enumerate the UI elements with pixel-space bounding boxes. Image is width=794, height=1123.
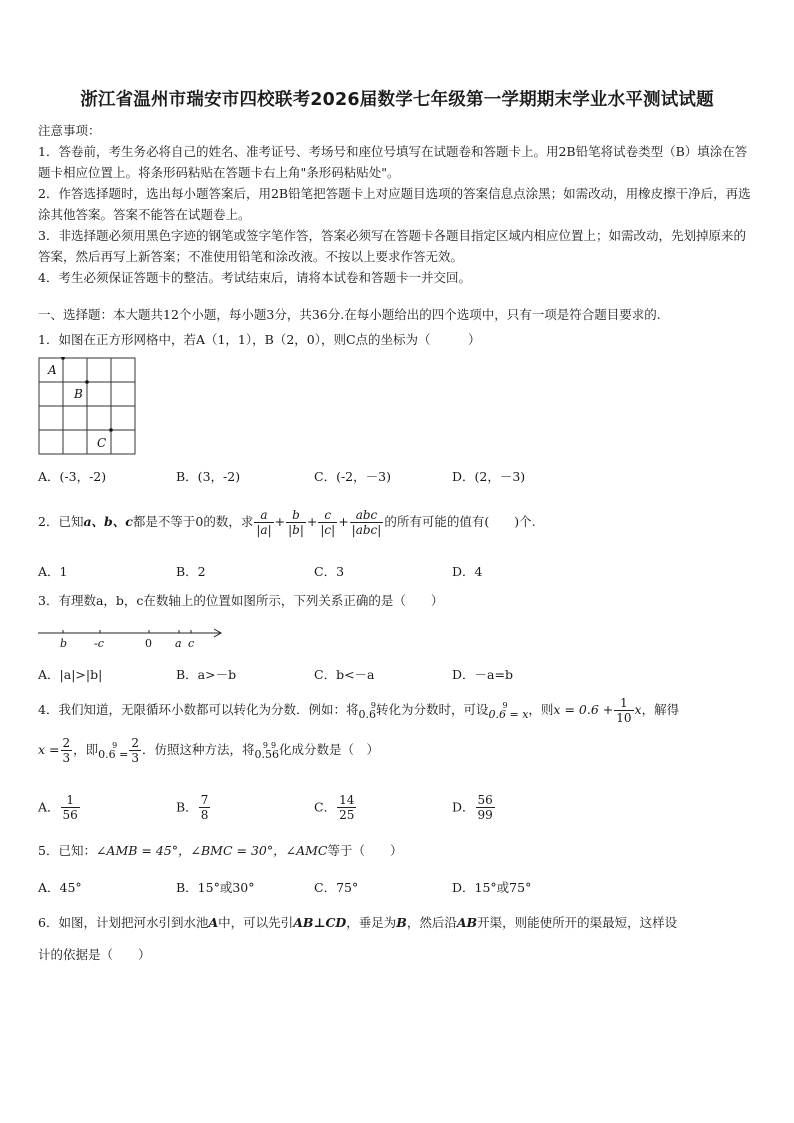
- note-item-1: 1．答卷前，考生务必将自己的姓名、准考证号、考场号和座位号填写在试题卷和答题卡上。用2B铅笔将试卷类型（B）填涂在答题卡相应位置上。将条形码粘贴在答题卡右上角"条形码粘贴处"。: [38, 144, 748, 180]
- q1-option-c: C．(-2，－3): [314, 469, 391, 484]
- point-a: [61, 357, 65, 360]
- label-b: B: [74, 387, 83, 401]
- q2-option-a: A．1: [38, 564, 68, 579]
- q4-frac-2-3-b: $\frac{2}{3}$: [131, 735, 140, 765]
- q4-equation-x: x = 0.6 +: [553, 702, 614, 717]
- q4-frac-1-10: $\frac{1}{10}$: [616, 695, 632, 725]
- q4-frac-2-3-a: $\frac{2}{3}$: [62, 735, 71, 765]
- q4-line-2: x = $\frac{2}{3}$ ，即 9 0.6 = $\frac{2}{3}$ ．仿照这种方法，将 99 0.56化成分数是（ ）: [38, 735, 380, 765]
- q3-option-a: A．|a|>|b|: [38, 667, 103, 682]
- note-item-4: 4．考生必须保证答题卡的整洁。考试结束后，请将本试卷和答题卡一并交回。: [38, 270, 471, 285]
- q1-option-d: D．(2，－3): [452, 469, 526, 484]
- axis-label-b: b: [60, 637, 68, 650]
- q4-equation-06-x: 9 0.6 = x: [488, 700, 529, 721]
- q2-frac-c: $\frac{c}{|c|}$: [320, 507, 336, 537]
- q2-option-d: D．4: [452, 564, 483, 579]
- notes-block: [38, 120, 758, 288]
- q3-option-b: B．a>－b: [176, 667, 237, 682]
- q1-grid-figure: [38, 357, 138, 457]
- q2-option-c: C．3: [314, 564, 345, 579]
- q1-option-a: A．(-3，-2): [38, 469, 107, 484]
- q2-stem: 2．已知a、b、c都是不等于0的数，求 $\frac{a}{|a|}$ + $\frac{b}{|b|}$ + $\frac{c}{|c|}$ + $\frac{\text{abc}}{\text{|abc|}}$ 的所有可能的值有( )个.: [38, 507, 536, 537]
- q4-options: [38, 786, 758, 822]
- note-item-2: 2．作答选择题时，选出每小题答案后，用2B铅笔把答题卡上对应题目选项的答案信息点涂黑；如需改动，用橡皮擦干净后，再选涂其他答案。答案不能答在试题卷上。: [38, 186, 751, 222]
- note-item-3: 3．非选择题必须用黑色字迹的钢笔或签字笔作答，答案必须写在答题卡各题目指定区域内相应位置上；如需改动，先划掉原来的答案，然后再写上新答案；不准使用铅笔和涂改液。不按以上要求作答无效。: [38, 228, 746, 264]
- q2-frac-abc: $\frac{\text{abc}}{\text{|abc|}}$: [351, 507, 382, 537]
- q5-option-c: C．75°: [314, 880, 359, 895]
- q1-options: [38, 467, 758, 489]
- q2-frac-b: $\frac{b}{|b|}$: [288, 507, 304, 537]
- q5-options: [38, 878, 758, 900]
- q2-options: [38, 562, 758, 584]
- q6-perpendicular: AB⊥CD: [293, 915, 347, 930]
- q5-stem: 5．已知：∠AMB = 45°，∠BMC = 30°，∠AMC等于（ ）: [38, 843, 403, 858]
- q5-angles: ∠AMB = 45°，∠BMC = 30°，∠AMC: [95, 843, 328, 858]
- q4-option-d: D． $\frac{56}{99}$: [452, 793, 493, 822]
- q3-option-d: D．－a=b: [452, 667, 513, 682]
- exam-title: 浙江省温州市瑞安市四校联考2026届数学七年级第一学期期末学业水平测试试题: [80, 90, 714, 110]
- notes-heading: 注意事项：: [38, 123, 101, 138]
- axis-label-a: a: [175, 637, 182, 650]
- label-c: C: [97, 436, 107, 450]
- q3-options: [38, 665, 758, 687]
- q3-option-c: C．b<－a: [314, 667, 375, 682]
- q4-option-c: C． $\frac{14}{25}$: [314, 793, 355, 822]
- q2-frac-a: $\frac{a}{|a|}$: [256, 507, 272, 537]
- q5-option-b: B．15°或30°: [176, 880, 255, 895]
- q4-equation-06-eq: 9 0.6 =: [98, 740, 129, 761]
- section-heading: 一、选择题：本大题共12个小题，每小题3分，共36分.在每小题给出的四个选项中，只有一项是符合题目要求的.: [38, 307, 661, 322]
- q2-vars: a、b、c: [83, 514, 133, 529]
- q4-repeating-056: 99 0.56: [254, 740, 280, 761]
- q4-option-a: A． $\frac{1}{56}$: [38, 793, 78, 822]
- axis-label-c: c: [188, 637, 195, 650]
- q3-stem: 3．有理数a，b，c在数轴上的位置如图所示，下列关系正确的是（ ）: [38, 593, 444, 608]
- q6-line-1: 6．如图，计划把河水引到水池A中，可以先引AB⊥CD，垂足为B，然后沿AB开渠，则能使所开的渠最短，这样设: [38, 915, 678, 930]
- q5-option-a: A．45°: [38, 880, 82, 895]
- q1-option-b: B．(3，-2): [176, 469, 241, 484]
- q4-line-1: 4．我们知道，无限循环小数都可以转化为分数．例如：将 9 0.6转化为分数时，可设 9 0.6 = x，则x = 0.6 + $\frac{1}{10}$ x，解得: [38, 695, 680, 725]
- axis-label-negc: -c: [94, 637, 104, 650]
- q4-option-b: B． $\frac{7}{8}$: [176, 793, 209, 822]
- point-b: [85, 380, 89, 384]
- q1-stem: 1．如图在正方形网格中，若A（1，1），B（2，0），则C点的坐标为（ ）: [38, 332, 481, 347]
- q3-number-line: [36, 622, 226, 652]
- q4-repeating-06: 9 0.6: [358, 700, 376, 721]
- q6-line-2: 计的依据是（ ）: [38, 947, 151, 962]
- q2-option-b: B．2: [176, 564, 206, 579]
- axis-label-zero: 0: [145, 637, 152, 650]
- point-c: [109, 428, 113, 432]
- label-a: A: [48, 363, 57, 377]
- q5-option-d: D．15°或75°: [452, 880, 532, 895]
